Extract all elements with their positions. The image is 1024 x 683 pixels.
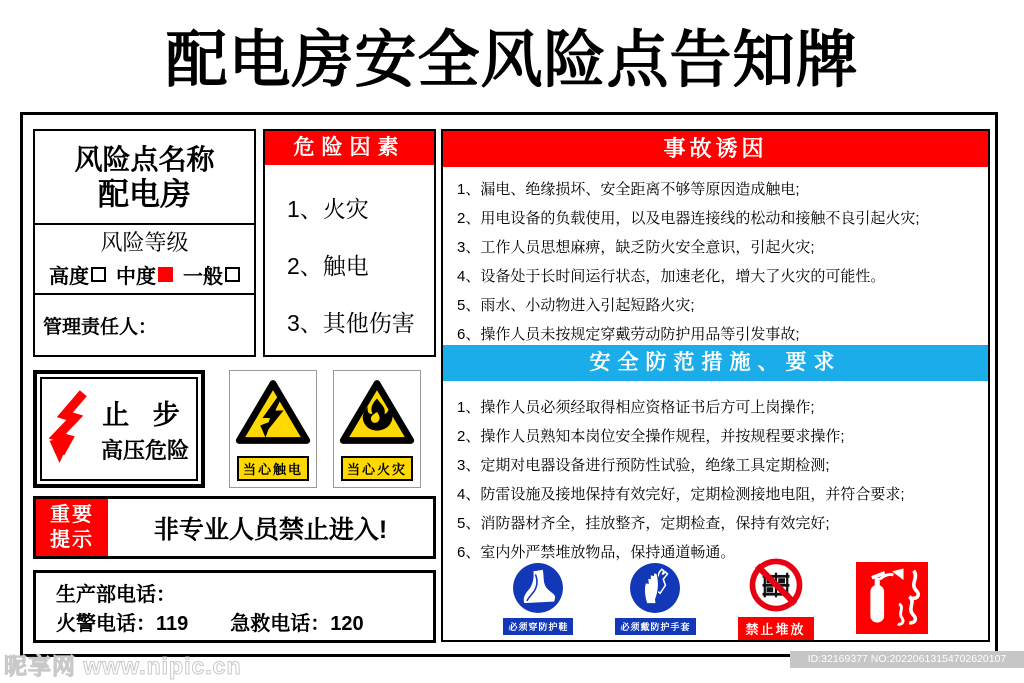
measure-item: 3、定期对电器设备进行预防性试验，绝缘工具定期检测; bbox=[457, 457, 830, 474]
watermark-logo: 昵享网 www.nipic.cn bbox=[4, 653, 242, 679]
fire-warning-icon bbox=[339, 379, 415, 450]
level-general-label: 一般 bbox=[183, 265, 223, 288]
right-panel bbox=[441, 129, 990, 642]
level-high-label: 高度 bbox=[49, 265, 89, 288]
prohibition-stacking bbox=[738, 557, 814, 640]
risk-level-options bbox=[49, 260, 240, 289]
measure-item: 2、操作人员熟知本岗位安全操作规程，并按规程要求操作; bbox=[457, 428, 845, 445]
shoes-label: 必须穿防护鞋 bbox=[503, 618, 573, 635]
accident-causes-list bbox=[443, 167, 988, 345]
important-notice-box bbox=[33, 496, 436, 559]
level-medium-checkbox bbox=[158, 267, 173, 282]
important-notice-badge bbox=[36, 499, 108, 556]
badge-line2: 提示 bbox=[50, 528, 94, 551]
accident-causes-header: 事故诱因 bbox=[443, 131, 988, 167]
cause-item: 2、用电设备的负载使用，以及电器连接线的松动和接触不良引起火灾; bbox=[457, 210, 920, 227]
emergency-phones bbox=[56, 610, 433, 639]
cause-item: 4、设备处于长时间运行状态，加速老化，增大了火灾的可能性。 bbox=[457, 268, 886, 285]
hazard-factors-box bbox=[263, 129, 436, 357]
main-panel bbox=[20, 112, 998, 657]
fire-warning-sign bbox=[333, 370, 421, 488]
ppe-gloves bbox=[615, 562, 695, 635]
lightning-arrow-icon bbox=[48, 381, 94, 478]
level-option-medium bbox=[116, 260, 173, 289]
level-general-checkbox bbox=[225, 267, 240, 282]
risk-level-label: 风险等级 bbox=[100, 230, 189, 256]
measure-item: 5、消防器材齐全，挂放整齐，定期检查，保持有效完好; bbox=[457, 515, 830, 532]
cause-item: 3、工作人员思想麻痹，缺乏防火安全意识，引起火灾; bbox=[457, 239, 815, 256]
level-option-general bbox=[183, 260, 240, 289]
hazard-item: 3、其他伤害 bbox=[287, 310, 415, 336]
ppe-icons-row bbox=[443, 556, 988, 640]
safety-measures-header: 安全防范措施、要求 bbox=[443, 345, 988, 381]
page-title: 配电房安全风险点告知牌 bbox=[165, 26, 859, 95]
electric-shock-warning-sign bbox=[229, 370, 317, 488]
badge-line1: 重要 bbox=[50, 503, 94, 526]
manager-label: 管理责任人： bbox=[43, 316, 158, 338]
level-medium-label: 中度 bbox=[116, 265, 156, 288]
risk-level-row bbox=[35, 225, 254, 295]
production-phone: 生产部电话： bbox=[56, 584, 176, 606]
hazard-item: 2、触电 bbox=[287, 253, 369, 279]
hazard-factors-list bbox=[265, 165, 434, 338]
risk-point-name-label: 风险点名称 bbox=[74, 143, 215, 175]
protective-gloves-icon bbox=[629, 562, 681, 614]
hazard-factors-header: 危险因素 bbox=[265, 131, 434, 165]
ppe-shoes bbox=[503, 562, 573, 635]
important-notice-text: 非专业人员禁止进入! bbox=[153, 515, 388, 544]
electric-shock-label: 当心触电 bbox=[237, 456, 309, 481]
ambulance-phone: 急救电话：120 bbox=[230, 613, 364, 635]
level-option-high bbox=[49, 260, 106, 289]
level-high-checkbox bbox=[91, 267, 106, 282]
cause-item: 6、操作人员未按规定穿戴劳动防护用品等引发事故; bbox=[457, 326, 800, 343]
protective-shoes-icon bbox=[512, 562, 564, 614]
safety-measures-list bbox=[443, 381, 988, 561]
measure-item: 1、操作人员必须经取得相应资格证书后方可上岗操作; bbox=[457, 399, 815, 416]
risk-point-name-value: 配电房 bbox=[98, 176, 191, 212]
fire-extinguisher-icon bbox=[856, 562, 928, 634]
no-stacking-icon bbox=[748, 557, 804, 613]
measure-item: 6、室内外严禁堆放物品，保持通道畅通。 bbox=[457, 544, 736, 561]
cause-item: 5、雨水、小动物进入引起短路火灾; bbox=[457, 297, 695, 314]
fire-warning-label: 当心火灾 bbox=[341, 456, 413, 481]
fire-phone: 火警电话：119 bbox=[56, 613, 189, 635]
stop-sign-inner bbox=[40, 377, 198, 481]
stop-sign-text bbox=[100, 393, 190, 465]
stop-high-voltage-sign bbox=[33, 370, 205, 488]
phone-box bbox=[33, 570, 436, 643]
no-stacking-label: 禁止堆放 bbox=[738, 617, 814, 640]
risk-point-box bbox=[33, 129, 256, 357]
measure-item: 4、防雷设施及接地保持有效完好，定期检测接地电阻，并符合要求; bbox=[457, 486, 905, 503]
gloves-label: 必须戴防护手套 bbox=[615, 618, 695, 635]
cause-item: 1、漏电、绝缘损坏、安全距离不够等原因造成触电; bbox=[457, 181, 800, 198]
fire-extinguisher-cell bbox=[856, 562, 928, 634]
electric-shock-warning-icon bbox=[235, 379, 311, 450]
risk-point-name bbox=[35, 131, 254, 225]
stop-line2: 高压危险 bbox=[100, 438, 189, 463]
hazard-item: 1、火灾 bbox=[287, 196, 369, 222]
watermark-id-bar: ID:32169377 NO:20220613154702620107 bbox=[790, 651, 1024, 668]
stop-line1: 止 步 bbox=[102, 400, 188, 430]
